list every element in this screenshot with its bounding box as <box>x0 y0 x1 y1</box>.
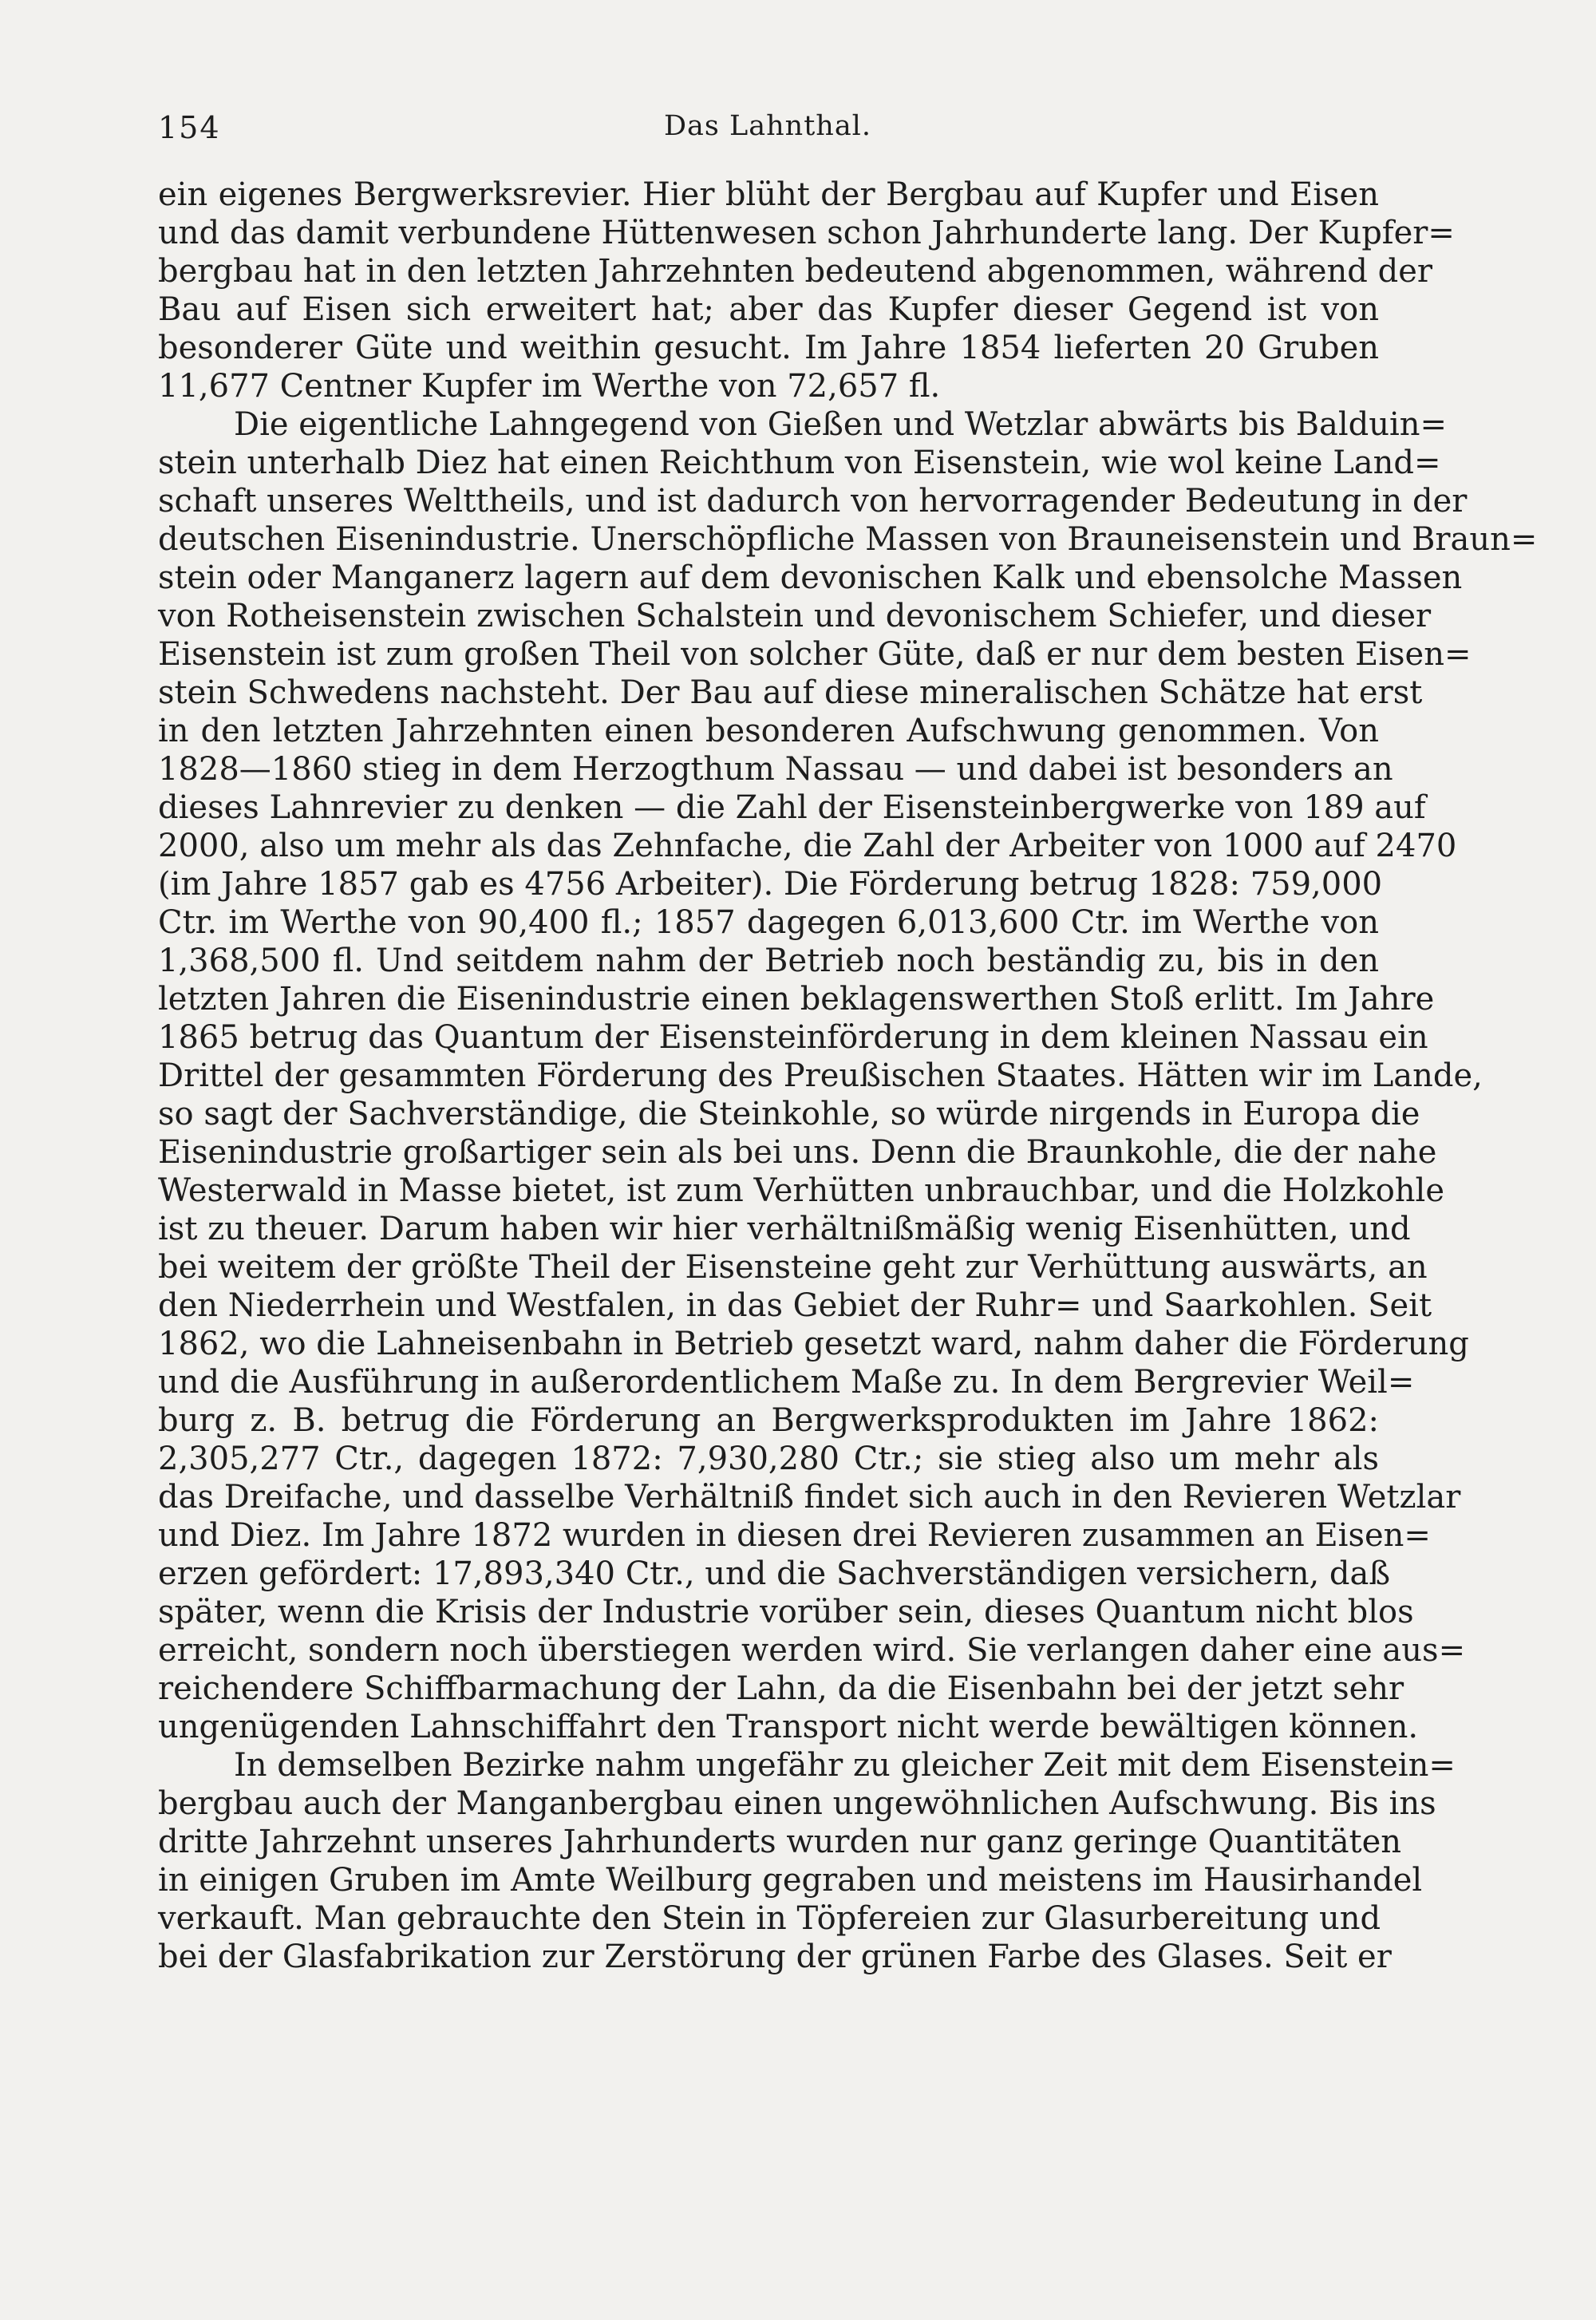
text-line: burg z. B. betrug die Förderung an Bergwerksprodukten im Jahre 1862: <box>158 1402 1379 1439</box>
text-line: später, wenn die Krisis der Industrie vorüber sein, dieses Quantum nicht blos <box>158 1594 1414 1630</box>
text-line: in den letzten Jahrzehnten einen besonderen Aufschwung genommen. Von <box>158 713 1379 749</box>
text-line: in einigen Gruben im Amte Weilburg gegraben und meistens im Hausirhandel <box>158 1862 1423 1899</box>
text-line: Bau auf Eisen sich erweitert hat; aber das Kupfer dieser Gegend ist von <box>158 291 1379 328</box>
text-line: Eisenindustrie großartiger sein als bei uns. Denn die Braunkohle, die der nahe <box>158 1134 1437 1171</box>
text-line: 11,677 Centner Kupfer im Werthe von 72,657 fl. <box>158 368 941 405</box>
text-line: dritte Jahrzehnt unseres Jahrhunderts wurden nur ganz geringe Quantitäten <box>158 1824 1402 1860</box>
text-line: bergbau auch der Manganbergbau einen ungewöhnlichen Aufschwung. Bis ins <box>158 1785 1436 1822</box>
paragraph-3 <box>158 1746 1456 1976</box>
text-line: Eisenstein ist zum großen Theil von solcher Güte, daß er nur dem besten Eisen= <box>158 636 1472 673</box>
page-header <box>158 110 1377 155</box>
text-line: besonderer Güte und weithin gesucht. Im Jahre 1854 lieferten 20 Gruben <box>158 330 1379 366</box>
text-line: und die Ausführung in außerordentlichem Maße zu. In dem Bergrevier Weil= <box>158 1364 1415 1401</box>
text-line: (im Jahre 1857 gab es 4756 Arbeiter). Die Förderung betrug 1828: 759,000 <box>158 866 1383 903</box>
paragraph-1 <box>158 176 1455 405</box>
text-line: von Rotheisenstein zwischen Schalstein und devonischem Schiefer, und dieser <box>158 598 1432 634</box>
text-line: bei weitem der größte Theil der Eisensteine geht zur Verhüttung auswärts, an <box>158 1249 1428 1286</box>
text-line: stein unterhalb Diez hat einen Reichthum von Eisenstein, wie wol keine Land= <box>158 445 1441 481</box>
text-line: erzen gefördert: 17,893,340 Ctr., und die Sachverständigen versichern, daß <box>158 1555 1391 1592</box>
text-line: den Niederrhein und Westfalen, in das Gebiet der Ruhr= und Saarkohlen. Seit <box>158 1287 1432 1324</box>
text-line: Drittel der gesammten Förderung des Preußischen Staates. Hätten wir im Lande, <box>158 1057 1483 1094</box>
text-line: dieses Lahnrevier zu denken — die Zahl der Eisensteinbergwerke von 189 auf <box>158 789 1426 826</box>
text-line: ein eigenes Bergwerksrevier. Hier blüht der Bergbau auf Kupfer und Eisen <box>158 176 1379 213</box>
text-line: und Diez. Im Jahre 1872 wurden in diesen drei Revieren zusammen an Eisen= <box>158 1517 1431 1554</box>
text-line: Die eigentliche Lahngegend von Gießen und Wetzlar abwärts bis Balduin= <box>234 406 1448 443</box>
page-number: 154 <box>158 110 221 145</box>
text-line: so sagt der Sachverständige, die Steinkohle, so würde nirgends in Europa die <box>158 1096 1420 1132</box>
text-line: 1828—1860 stieg in dem Herzogthum Nassau — und dabei ist besonders an <box>158 751 1393 788</box>
text-line: bergbau hat in den letzten Jahrzehnten bedeutend abgenommen, während der <box>158 253 1433 290</box>
text-line: stein oder Manganerz lagern auf dem devonischen Kalk und ebensolche Massen <box>158 559 1463 596</box>
text-line: 2000, also um mehr als das Zehnfache, die Zahl der Arbeiter von 1000 auf 2470 <box>158 828 1457 864</box>
text-line: verkauft. Man gebrauchte den Stein in Töpfereien zur Glasurbereitung und <box>158 1900 1381 1937</box>
text-line: erreicht, sondern noch überstiegen werden wird. Sie verlangen daher eine aus= <box>158 1632 1466 1669</box>
text-line: schaft unseres Welttheils, und ist dadurch von hervorragender Bedeutung in der <box>158 483 1468 520</box>
text-line: deutschen Eisenindustrie. Unerschöpfliche Massen von Brauneisenstein und Braun= <box>158 521 1538 558</box>
text-line: und das damit verbundene Hüttenwesen schon Jahrhunderte lang. Der Kupfer= <box>158 215 1455 251</box>
text-line: 2,305,277 Ctr., dagegen 1872: 7,930,280 Ctr.; sie stieg also um mehr als <box>158 1441 1379 1477</box>
text-line: In demselben Bezirke nahm ungefähr zu gleicher Zeit mit dem Eisenstein= <box>234 1747 1456 1784</box>
paragraph-2 <box>158 405 1538 1746</box>
text-line: das Dreifache, und dasselbe Verhältniß findet sich auch in den Revieren Wetzlar <box>158 1479 1461 1516</box>
text-line: Ctr. im Werthe von 90,400 fl.; 1857 dagegen 6,013,600 Ctr. im Werthe von <box>158 904 1379 941</box>
text-line: 1865 betrug das Quantum der Eisensteinförderung in dem kleinen Nassau ein <box>158 1019 1428 1056</box>
body-text <box>158 176 1538 1976</box>
running-title: Das Lahnthal. <box>664 110 871 142</box>
text-line: 1862, wo die Lahneisenbahn in Betrieb gesetzt ward, nahm daher die Förderung <box>158 1326 1469 1362</box>
text-line: stein Schwedens nachsteht. Der Bau auf diese mineralischen Schätze hat erst <box>158 674 1423 711</box>
text-line: bei der Glasfabrikation zur Zerstörung der grünen Farbe des Glases. Seit er <box>158 1939 1392 1975</box>
text-line: ungenügenden Lahnschiffahrt den Transport nicht werde bewältigen können. <box>158 1709 1419 1745</box>
text-line: 1,368,500 fl. Und seitdem nahm der Betrieb noch beständig zu, bis in den <box>158 943 1379 979</box>
text-line: reichendere Schiffbarmachung der Lahn, da die Eisenbahn bei der jetzt sehr <box>158 1670 1404 1707</box>
text-line: letzten Jahren die Eisenindustrie einen beklagenswerthen Stoß erlitt. Im Jahre <box>158 981 1435 1018</box>
text-line: Westerwald in Masse bietet, ist zum Verhütten unbrauchbar, und die Holzkohle <box>158 1172 1445 1209</box>
text-line: ist zu theuer. Darum haben wir hier verhältnißmäßig wenig Eisenhütten, und <box>158 1211 1411 1247</box>
